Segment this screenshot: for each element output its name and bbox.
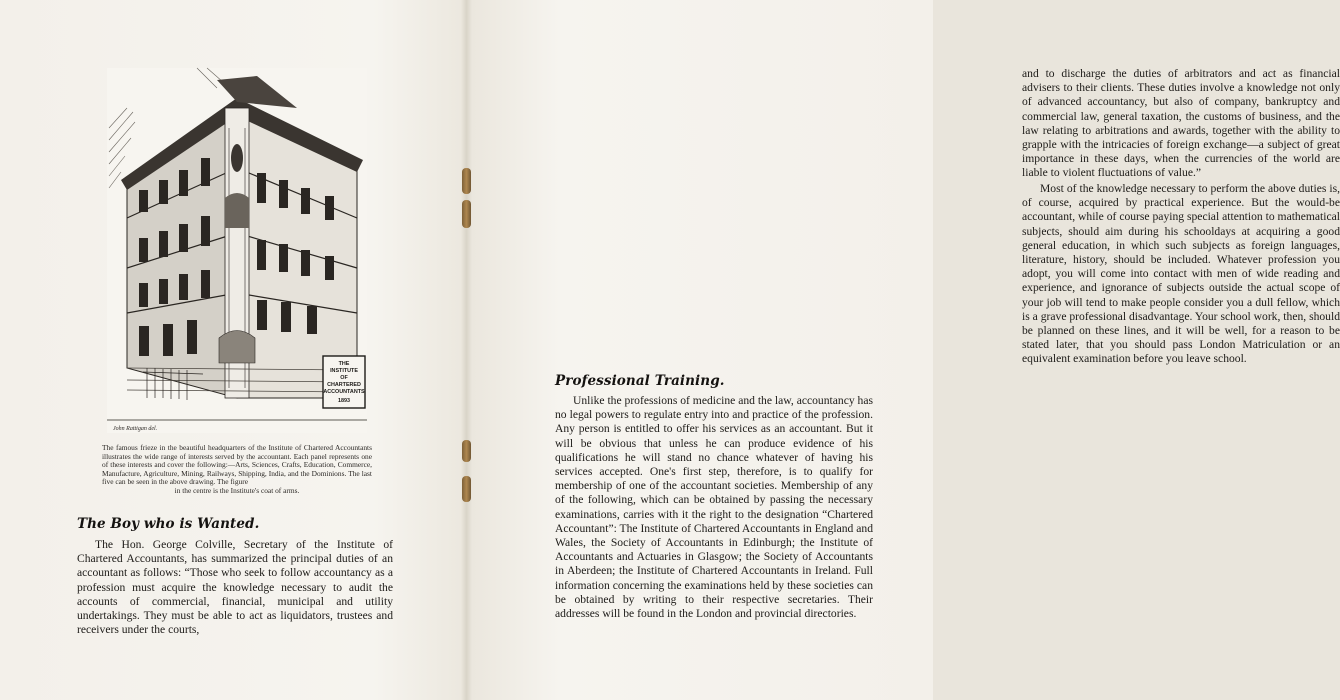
sign-line: ACCOUNTANTS <box>323 389 365 395</box>
paragraph: The Hon. George Colville, Secretary of the Institute of Chartered Accountants, has summarized the principal duties of an accountant as follows: “Those who seek to follow accountancy as a profession must acquire the knowledge necessary to audit the accounts of commercial, financial, municipal and utility undertakings. They must be able to act as liquidators, trustees and receivers under the courts, <box>77 538 393 637</box>
paragraph: Most of the knowledge necessary to perform the above duties is, of course, acquired by practical experience. But the would-be accountant, while of course paying special attention to mathematical subjects, should aim during his schooldays at acquiring a good general education, in which such subjects as foreign languages, literature, history, should be included. Whatever profession you adopt, you will come into contact with men of wide reading and experience, and ignorance of subjects outside the actual scope of your job will tend to make people consider you a dull fellow, which is a grave professional disadvantage. Your school work, then, should be planned on these lines, and it will be well, for a reason to be stated later, that you should pass London Matriculation or an equivalent examination before you leave school. <box>1022 182 1340 366</box>
caption-last-line: in the centre is the Institute's coat of arms. <box>174 485 300 495</box>
sign-line: THE <box>338 361 350 367</box>
professional-training-text <box>555 394 873 621</box>
right-continuation-text <box>1022 67 1340 181</box>
sign-line: INSTITUTE <box>330 368 358 374</box>
section-heading-professional-training: Professional Training. <box>555 373 725 389</box>
left-page <box>0 0 466 700</box>
right-body-text <box>1022 182 1340 367</box>
illustration-caption <box>102 444 372 496</box>
building-illustration <box>107 68 367 433</box>
sign-line: 1893 <box>338 398 350 404</box>
sign-line: OF <box>340 375 348 381</box>
left-body-text <box>77 538 393 637</box>
artist-signature: John Rattigan del. <box>113 426 158 432</box>
sign-line: CHARTERED <box>327 382 361 388</box>
paragraph: Unlike the professions of medicine and the law, accountancy has no legal powers to regulate entry into and practice of the profession. Any person is entitled to offer his services as an accountant. But it will be obvious that unless he can produce evidence of his qualifications he will stand no chance whatever of having his services accepted. One's first step, therefore, is to qualify for membership of one of the accountant societies. Membership of any of the following, which can be obtained by passing the necessary examinations, carries with it the right to the designation “Chartered Accountant”: The Institute of Chartered Accountants in England and Wales, the Society of Accountants in Edinburgh; the Institute of Accountants and Actuaries in Glasgow; the Society of Accountants in Aberdeen; the Institute of Chartered Accountants in Ireland. Full information concerning the examinations held by these societies can be obtained by writing to their respective secretaries. Their addresses will be found in the London and provincial directories. <box>555 394 873 621</box>
section-heading-boy-wanted: The Boy who is Wanted. <box>77 516 260 532</box>
paragraph: and to discharge the duties of arbitrators and act as financial advisers to their clients. These duties involve a knowledge not only of advanced accountancy, but also of company, bankruptcy and commercial law, general taxation, the customs of business, and the law relating to arbitrations and awards, together with the ability to grapple with the intricacies of foreign exchange—a subject of great importance in these days, when the currencies of the world are liable to violent fluctuations of value.” <box>1022 67 1340 180</box>
caption-text: The famous frieze in the beautiful headquarters of the Institute of Chartered Accountants illustrates the wide range of interests served by the accountant. Each panel represents one of these interests and cover the following:—Arts, Sciences, Crafts, Education, Commerce, Manufacture, Agriculture, Mining, Railways, Shipping, India, and the Dominions. The last five can be seen in the above drawing. The figure <box>102 443 372 487</box>
